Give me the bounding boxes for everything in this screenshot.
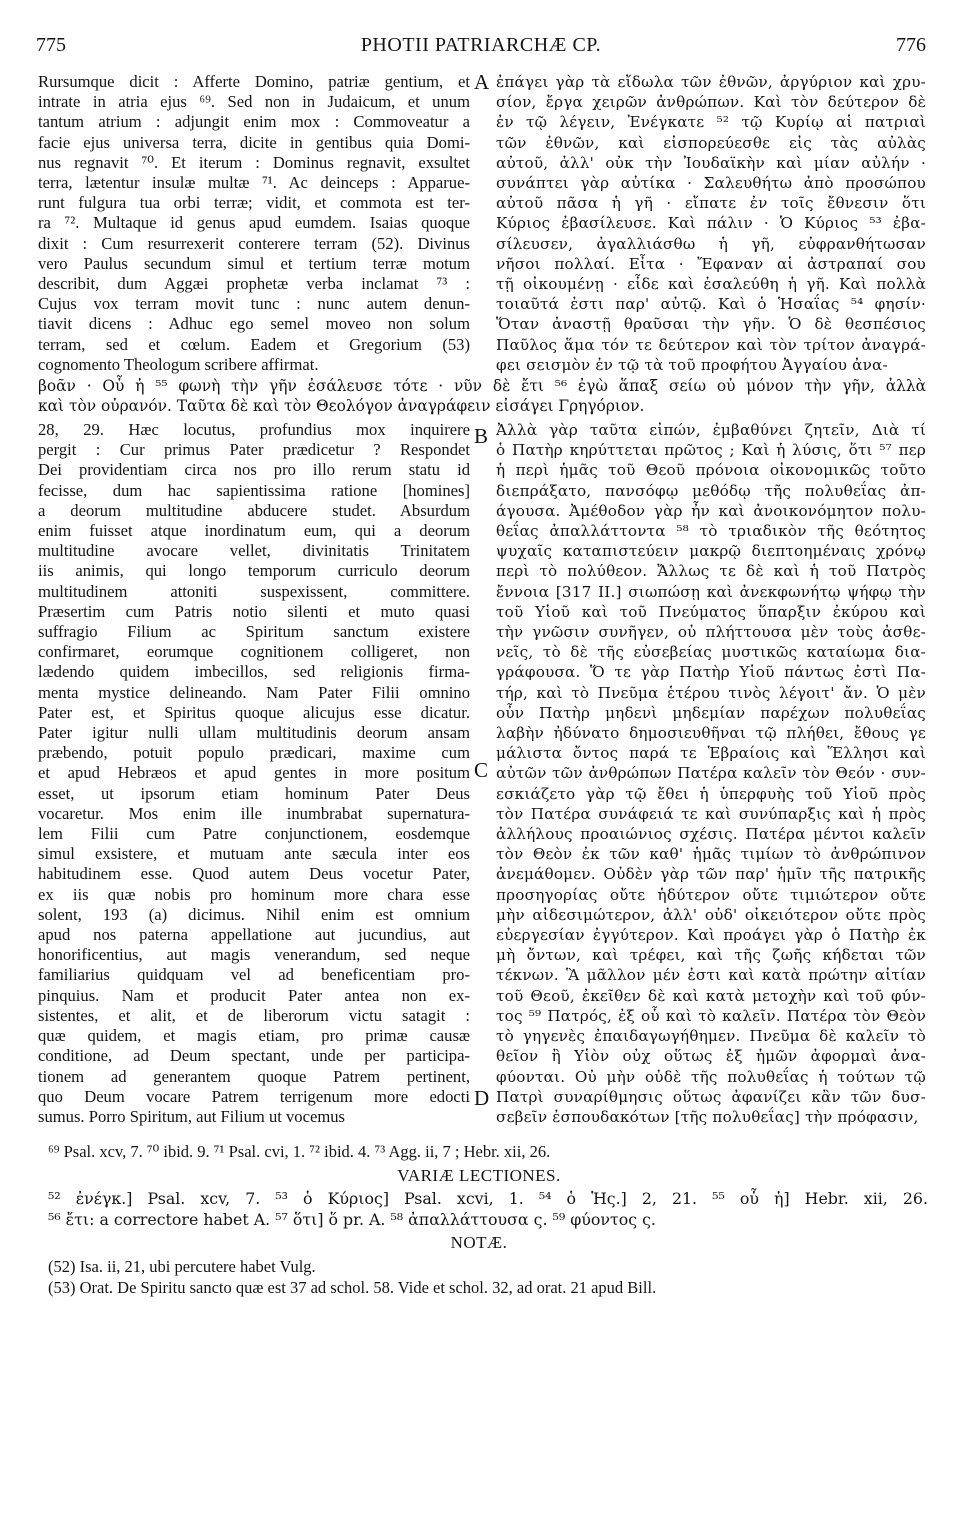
- greek-line: τήρ, καὶ τὸ Πνεῦμα ἑτέρου τινὸς λέγοιτ' ἄν. Ὁ μὲν: [496, 683, 926, 702]
- latin-line: familiarius quidquam vel ad beneficentiam pro-: [38, 965, 470, 985]
- latin-line: præbendo, potuit populo prædicari, maxime cum: [38, 743, 470, 763]
- greek-line: τὸν Πατέρα συνάφειά τε καὶ συνύπαρξις καὶ ἡ πρὸς: [496, 804, 926, 823]
- greek-line: ὁ Πατὴρ κηρύττεται πρῶτος ; Καὶ ἡ λύσις, ὅτι ⁵⁷ περ: [496, 441, 926, 460]
- latin-line: quo Deum vocare Patrem terrigenum more edocti: [38, 1086, 470, 1106]
- variae-lectio-line: ⁵² ἐνέγκ.] Psal. xcv, 7. ⁵³ ὁ Κύριος] Psal. xcvi, 1. ⁵⁴ ὁ Ἡς.] 2, 21. ⁵⁵ οὗ ἡ] Hebr. xii, 26.: [48, 1189, 928, 1208]
- greek-line: συνάπτει γὰρ αὐτίκα · Σαλευθήτω ἀπὸ προσώπου: [496, 174, 926, 193]
- greek-line: Πατρὶ συναρίθμησις οὕτως ἀφανίζει κἂν τῶν δυσ-: [496, 1087, 926, 1106]
- latin-line: apud nos paterna appellatione aut jucundius, aut: [38, 925, 470, 945]
- latin-line: conditione, ad Deum spectant, unde per participa-: [38, 1046, 470, 1066]
- latin-line: Dei providentiam circa nos pro illo rerum statu id: [38, 460, 470, 480]
- latin-line: a deorum multitudine abducere studet. Absurdum: [38, 500, 470, 520]
- greek-line: ἐν τῷ λέγειν, Ἐνέγκατε ⁵² τῷ Κυρίῳ αἱ πατριαὶ: [496, 113, 926, 132]
- variae-lectiones: [48, 1188, 928, 1230]
- latin-line: enim fuisset atque inordinatum eum, qui a deorum: [38, 521, 470, 541]
- greek-line: ἀνεμάθομεν. Οὐδὲν γὰρ τῶν παρ' ἡμῖν τῆς πατρικῆς: [496, 865, 926, 884]
- greek-line: σεβεῖν ἐσπουδακότων [τῆς πολυθεΐας] τὴν πρόφασιν,: [496, 1107, 919, 1126]
- greek-full-width-lines: [38, 376, 926, 416]
- greek-line: Παῦλος ἅμα τόν τε δεύτερον καὶ τὸν τρίτον ἀναγρά-: [496, 335, 926, 354]
- margin-marker-d: D: [474, 1086, 490, 1110]
- latin-line: Rursumque dicit : Afferte Domino, patriæ gentium, et: [38, 72, 470, 91]
- latin-line: ra ⁷². Multaque id genus apud eumdem. Isaias quoque: [38, 213, 470, 233]
- latin-line: facie ejus universa terra, dicite in gentibus quia Domi-: [38, 132, 470, 152]
- latin-line: Pater igitur nulli ullam multitudinis deorum ansam: [38, 723, 470, 743]
- margin-marker-a: A: [474, 70, 490, 94]
- greek-line: τῶν ἐθνῶν, καὶ εἰσπορεύεσθε εἰς τὰς αὐλὰς: [496, 133, 926, 152]
- page-header: [36, 34, 926, 64]
- latin-line: lædendo quidem imbecillos, sed religionis firma-: [38, 662, 470, 682]
- greek-line: ἡ περὶ ἡμᾶς τοῦ Θεοῦ πρόνοια οἰκονομικῶς τοῦτο: [496, 461, 926, 480]
- latin-column-top: [38, 72, 470, 375]
- greek-column-top: [496, 72, 926, 375]
- footnotes: [48, 1141, 928, 1162]
- greek-line: μὴ ὄντων, καὶ τρέφει, καὶ τῆς ζωῆς κήδεται τῶν: [496, 946, 926, 965]
- page-number-left: 775: [36, 34, 66, 56]
- greek-line: τοῦ Υἱοῦ καὶ τοῦ Πνεύματος ὕπαρξιν ἐκύρου καὶ: [496, 602, 926, 621]
- nota-line: (52) Isa. ii, 21, ubi percutere habet Vulg.: [48, 1257, 316, 1276]
- greek-line: λαβὴν ἠδύνατο δημοσιευθῆναι τῷ πλήθει, ἔθους γε: [496, 724, 926, 743]
- latin-line: lem Filii cum Patre conjunctionem, eosdemque: [38, 824, 470, 844]
- latin-line: sumus. Porro Spiritum, aut Filium ut vocemus: [38, 1106, 345, 1126]
- greek-wide-line: βοᾶν · Οὗ ἡ ⁵⁵ φωνὴ τὴν γῆν ἐσάλευσε τότε · νῦν δὲ ἔτι ⁵⁶ ἐγὼ ἅπαξ σείω οὐ μόνον τὴν γῆν, ἀλλὰ: [38, 377, 926, 395]
- greek-wide-line: καὶ τὸν οὐρανόν. Ταῦτα δὲ καὶ τὸν Θεολόγον ἀναγράφειν εἰσάγει Γρηγόριον.: [38, 397, 645, 416]
- latin-line: solent, 193 (a) dicimus. Nihil enim est omnium: [38, 904, 470, 924]
- latin-line: quæ quidem, et magis etiam, pro primæ causæ: [38, 1026, 470, 1046]
- latin-line: vocaretur. Mos enim ille inumbrabat supernatura-: [38, 803, 470, 823]
- margin-marker-c: C: [474, 758, 489, 782]
- greek-line: νεῖς, τὸ δὲ τῆς εὐσεβείας μυστικῶς καταίωμα δια-: [496, 643, 926, 662]
- greek-line: τῇ οἰκουμένῃ · εἶδε καὶ ἐσαλεύθη ἡ γῆ. Καὶ πολλὰ: [496, 275, 926, 294]
- latin-line: nus regnavit ⁷⁰. Et iterum : Dominus regnavit, exsultet: [38, 152, 470, 172]
- latin-line: sistentes, et alit, et de liberorum victu satagit :: [38, 1005, 470, 1025]
- latin-line: tionem ad generantem quoque Patrem pertinent,: [38, 1066, 470, 1086]
- latin-line: menta mystice delineando. Nam Pater Filii omnino: [38, 682, 470, 702]
- greek-column-main: [496, 420, 926, 1127]
- latin-line: habitudinem esse. Quod autem Deus vocetur Pater,: [38, 864, 470, 884]
- latin-line: et apud Hebræos et apud gentes in more positum: [38, 763, 470, 783]
- greek-line: τὴν γνῶσιν συνῆγεν, οὐ πλήττουσα μὲν τοὺς ἀσθε-: [496, 623, 926, 642]
- latin-line: ex iis quæ nobis pro hominum more chara esse: [38, 884, 470, 904]
- greek-line: ἐπάγει γὰρ τὰ εἴδωλα τῶν ἐθνῶν, ἀργύριον καὶ χρυ-: [496, 73, 926, 91]
- greek-line: Κύριος ἐβασίλευσε. Καὶ πάλιν · Ὁ Κύριος ⁵³ ἐβα-: [496, 214, 926, 233]
- running-title: PHOTII PATRIARCHÆ CP.: [360, 34, 602, 56]
- latin-line: honorificentius, aut magis venerandum, sed neque: [38, 945, 470, 965]
- latin-line: terram, sed et cœlum. Eadem et Gregorium (53): [38, 334, 470, 354]
- latin-line: cognomento Theologum scribere affirmat.: [38, 354, 319, 374]
- latin-line: iis animis, qui longo temporum curriculo deorum: [38, 561, 470, 581]
- latin-line: tantum atrium : adjungit enim mox : Commoveatur a: [38, 112, 470, 132]
- greek-line: τὸν Θεὸν ἐκ τῶν καθ' ἡμᾶς τιμίων τὸ ἀνθρώπινον: [496, 845, 926, 864]
- greek-line: αὐτοῦ, ἀλλ' οὐκ τὴν Ἰουδαϊκὴν καὶ μίαν αὐλήν ·: [496, 153, 926, 172]
- greek-line: τος ⁵⁹ Πατρός, ἐξ οὗ καὶ τὸ καλεῖν. Πατέρα τὸν Θεὸν: [496, 1006, 926, 1025]
- greek-line: νῆσοι πολλαί. Εἶτα · Ἔφαναν αἱ ἀστραπαί σου: [496, 254, 926, 273]
- greek-line: σίον, ἔργα χειρῶν ἀνθρώπων. Καὶ τὸν δεύτερον δὲ: [496, 93, 926, 112]
- notae-title: NOTÆ.: [450, 1233, 508, 1252]
- latin-line: dixit : Cum resurrexerit conterere terram (52). Divinus: [38, 233, 470, 253]
- page-number-right: 776: [896, 34, 926, 56]
- latin-column-main: [38, 420, 470, 1127]
- greek-line: φύονται. Οὐ μὴν οὐδὲ τῆς πολυθεΐας ἡ τούτων τῷ: [496, 1067, 926, 1086]
- latin-line: simul exsistere, et mutuam ante sæcula inter eos: [38, 844, 470, 864]
- greek-line: μὴν αἰδεσιμώτερον, ἀλλ' οὐδ' οἰκειότερον οὔτε πρὸς: [496, 905, 926, 924]
- greek-line: Ἀλλὰ γὰρ ταῦτα εἰπών, ἐμβαθύνει ζητεῖν, Διὰ τί: [496, 421, 926, 439]
- latin-line: 28, 29. Hæc locutus, profundius mox inquirere: [38, 420, 470, 439]
- margin-marker-b: B: [474, 424, 489, 448]
- greek-line: αὐτῶν τῶν ἀνθρώπων Πατέρα καλεῖν τὸν Θεόν · συν-: [496, 764, 926, 783]
- notae: [48, 1256, 928, 1298]
- greek-line: περὶ τὸ πολύθεον. Ἄλλως τε δὲ καὶ ἡ τοῦ Πατρὸς: [496, 562, 926, 581]
- latin-line: multitudinem attoniti suspexissent, committere.: [38, 581, 470, 601]
- greek-line: άγουσα. Ἀμέθοδον γὰρ ἦν καὶ ἀνοικονόμητον πολυ-: [496, 501, 926, 520]
- latin-line: Pater est, et Spiritus quoque alicujus esse dicatur.: [38, 702, 470, 722]
- latin-line: Præsertim cum Patris notio silenti et muto quasi: [38, 601, 470, 621]
- greek-line: σίλευσεν, ἀγαλλιάσθω ἡ γῆ, εὐφρανθήτωσαν: [496, 234, 926, 253]
- latin-line: tiavit dicens : Adhuc ego semel moveo non solum: [38, 314, 470, 334]
- latin-line: fecisse, dum hac sapientissima ratione [homines]: [38, 480, 470, 500]
- nota-line: (53) Orat. De Spiritu sancto quæ est 37 ad schol. 58. Vide et schol. 32, ad orat. 21 apud Bill.: [48, 1278, 657, 1297]
- variae-lectio-line: ⁵⁶ ἔτι: a correctore habet A. ⁵⁷ ὅτι] ὅ pr. A. ⁵⁸ ἀπαλλάττουσα ς. ⁵⁹ φύοντος ς.: [48, 1210, 656, 1229]
- greek-line: ψυχαῖς καταπιστεύειν μακρῷ διεπτοημέναις χρόνῳ: [496, 542, 926, 561]
- greek-line: Ὅταν ἀναστῇ θραῦσαι τὴν γῆν. Ὁ δὲ θεσπέσιος: [496, 315, 926, 334]
- latin-line: pergit : Cur primus Pater prædicetur ? Respondet: [38, 440, 470, 460]
- greek-line: γράφουσα. Ὅ τε γὰρ Πατὴρ Υἱοῦ πάντως ἐστὶ Πα-: [496, 663, 926, 682]
- latin-line: describit, dum Aggæi prophetæ verba inclamat ⁷³ :: [38, 274, 470, 294]
- footnote-line: ⁶⁹ Psal. xcv, 7. ⁷⁰ ibid. 9. ⁷¹ Psal. cvi, 1. ⁷² ibid. 4. ⁷³ Agg. ii, 7 ; Hebr. xii, 26.: [48, 1142, 551, 1161]
- greek-line: τὸ γηγενὲς ἐπαιδαγωγήθημεν. Πνεῦμα δὲ καλεῖν τὸ: [496, 1027, 926, 1046]
- greek-line: τέκνων. Ἃ μᾶλλον μέν ἐστι καὶ κατὰ πρώτην αἰτίαν: [496, 966, 926, 985]
- latin-line: intrate in atria ejus ⁶⁹. Sed non in Judaicum, et unum: [38, 92, 470, 112]
- latin-line: terra, lætentur insulæ multæ ⁷¹. Ac deinceps : Apparue-: [38, 173, 470, 193]
- latin-line: multitudine avocare vellet, divinitatis Trinitatem: [38, 541, 470, 561]
- latin-line: Cujus vox terram movit tunc : nunc autem denun-: [38, 294, 470, 314]
- greek-line: τοῦ Θεοῦ, ἐκεῖθεν δὲ καὶ κατὰ μετοχὴν καὶ τοῦ φύν-: [496, 986, 926, 1005]
- greek-line: προσηγορίας οὔτε ἡδύτερον οὔτε τιμιώτερον οὔτε: [496, 885, 926, 904]
- greek-line: τοιαῦτά ἐστι παρ' αὐτῷ. Καὶ ὁ Ἡσαΐας ⁵⁴ φησίν·: [496, 295, 926, 314]
- greek-line: διεπράξατο, πανσόφῳ μεθόδῳ τῆς πολυθεΐας ἀπ-: [496, 481, 926, 500]
- greek-line: ἔννοια [317 II.] σιωπώσῃ καὶ ἀνεκφωνήτῳ ψήφῳ τὴν: [496, 582, 926, 601]
- latin-line: confirmaret, eorumque cognitionem colligeret, non: [38, 642, 470, 662]
- greek-line: εὐεργεσίαν ἐγγύτερον. Καὶ προάγει γὰρ ὁ Πατὴρ ἐκ: [496, 926, 926, 945]
- greek-line: ἀλλήλους προαιώνιος σχέσις. Πατέρα μέντοι καλεῖν: [496, 825, 926, 844]
- greek-line: μάλιστα ὄντος παρά τε Ἑβραίοις καὶ Ἕλλησι καὶ: [496, 744, 926, 763]
- greek-line: φει σεισμὸν ἐν τῷ τὰ τοῦ προφήτου Ἀγγαίου ἀνα-: [496, 355, 888, 374]
- greek-line: εσκιάζετο γὰρ τῷ ἔθει ἡ ὑπερφυὴς τοῦ Υἱοῦ πρὸς: [496, 784, 926, 803]
- greek-line: οὖν Πατὴρ μηδενὶ μηδεμίαν παρέχων πολυθεΐας: [496, 703, 926, 722]
- latin-line: esset, ut ipsorum etiam hominum Pater Deus: [38, 783, 470, 803]
- greek-line: θεῖον ἢ Υἱὸν οὐχ οὕτως ἐξ ἡμῶν ἀφορμαὶ ἀνα-: [496, 1047, 926, 1066]
- latin-line: vero Paulus secundum simul et tertium terræ motum: [38, 253, 470, 273]
- variae-lectiones-title: VARIÆ LECTIONES.: [397, 1166, 561, 1185]
- greek-line: θεΐας ἀπαλλάττοντα ⁵⁸ τὸ τριαδικὸν τῆς θεότητος: [496, 522, 926, 541]
- latin-line: runt fulgura tua orbi terræ; vidit, et commota est ter-: [38, 193, 470, 213]
- latin-line: suffragio Filium ac Spiritum sanctum existere: [38, 622, 470, 642]
- greek-line: αὐτοῦ πᾶσα ἡ γῆ · εἴπατε ἐν τοῖς ἔθνεσιν ὅτι: [496, 194, 926, 213]
- latin-line: pinquius. Nam et producit Pater antea non ex-: [38, 985, 470, 1005]
